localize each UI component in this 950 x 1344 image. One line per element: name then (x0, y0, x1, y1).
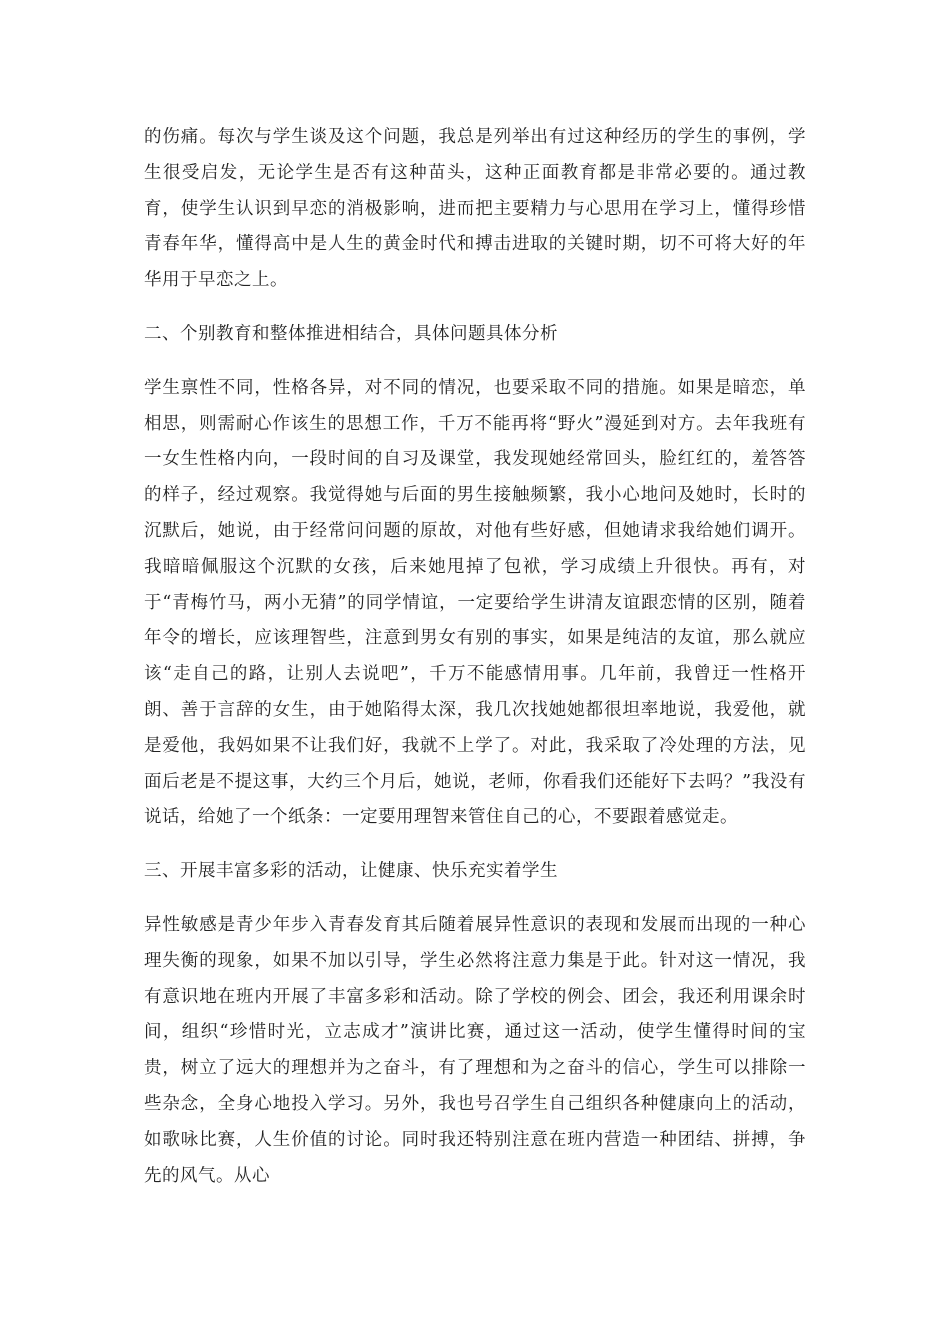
paragraph-activities: 异性敏感是青少年步入青春发育其后随着展异性意识的表现和发展而出现的一种心理失衡的现象，如果不加以引导，学生必然将注意力集是于此。针对这一情况，我有意识地在班内开展了丰富多彩和活动。除了学校的例会、团会，我还利用课余时间，组织“珍惜时光，立志成才”演讲比赛，通过这一活动，使学生懂得时间的宝贵，树立了远大的理想并为之奋斗，有了理想和为之奋斗的信心，学生可以排除一些杂念，全身心地投入学习。另外，我也号召学生自己组织各种健康向上的活动，如歌咏比赛，人生价值的讨论。同时我还特别注意在班内营造一种团结、拼搏，争先的风气。从心 (144, 914, 806, 1186)
paragraph-individual-education: 学生禀性不同，性格各异，对不同的情况，也要采取不同的措施。如果是暗恋，单相思，则需耐心作该生的思想工作，千万不能再将“野火”漫延到对方。去年我班有一女生性格内向，一段时间的自习及课堂，我发现她经常回头，脸红红的，羞答答的样子，经过观察。我觉得她与后面的男生接触频繁，我小心地问及她时，长时的沉默后，她说，由于经常问问题的原故，对他有些好感，但她请求我给她们调开。我暗暗佩服这个沉默的女孩，后来她甩掉了包袱，学习成绩上升很快。再有，对于“青梅竹马，两小无猜”的同学情谊，一定要给学生讲清友谊跟恋情的区别，随着年令的增长，应该理智些，注意到男女有别的事实，如果是纯洁的友谊，那么就应该“走自己的路，让别人去说吧”，千万不能感情用事。几年前，我曾迂一性格开朗、善于言辞的女生，由于她陷得太深，我几次找她她都很坦率地说，我爱他，就是爱他，我妈如果不让我们好，我就不上学了。对此，我采取了冷处理的方法，见面后老是不提这事，大约三个月后，她说，老师，你看我们还能好下去吗？”我没有说话，给她了一个纸条：一定要用理智来管住自己的心，不要跟着感觉走。 (144, 377, 806, 828)
paragraph-intro: 的伤痛。每次与学生谈及这个问题，我总是列举出有过这种经历的学生的事例，学生很受启发，无论学生是否有这种苗头，这种正面教育都是非常必要的。通过教育，使学生认识到早恋的消极影响，进而把主要精力与心思用在学习上，懂得珍惜青春年华，懂得高中是人生的黄金时代和搏击进取的关键时期，切不可将大好的年华用于早恋之上。 (144, 127, 806, 291)
document-page (144, 120, 806, 1212)
section-heading-3: 三、开展丰富多彩的活动，让健康、快乐充实着学生 (144, 861, 558, 882)
section-heading-2: 二、个别教育和整体推进相结合，具体问题具体分析 (144, 323, 558, 344)
